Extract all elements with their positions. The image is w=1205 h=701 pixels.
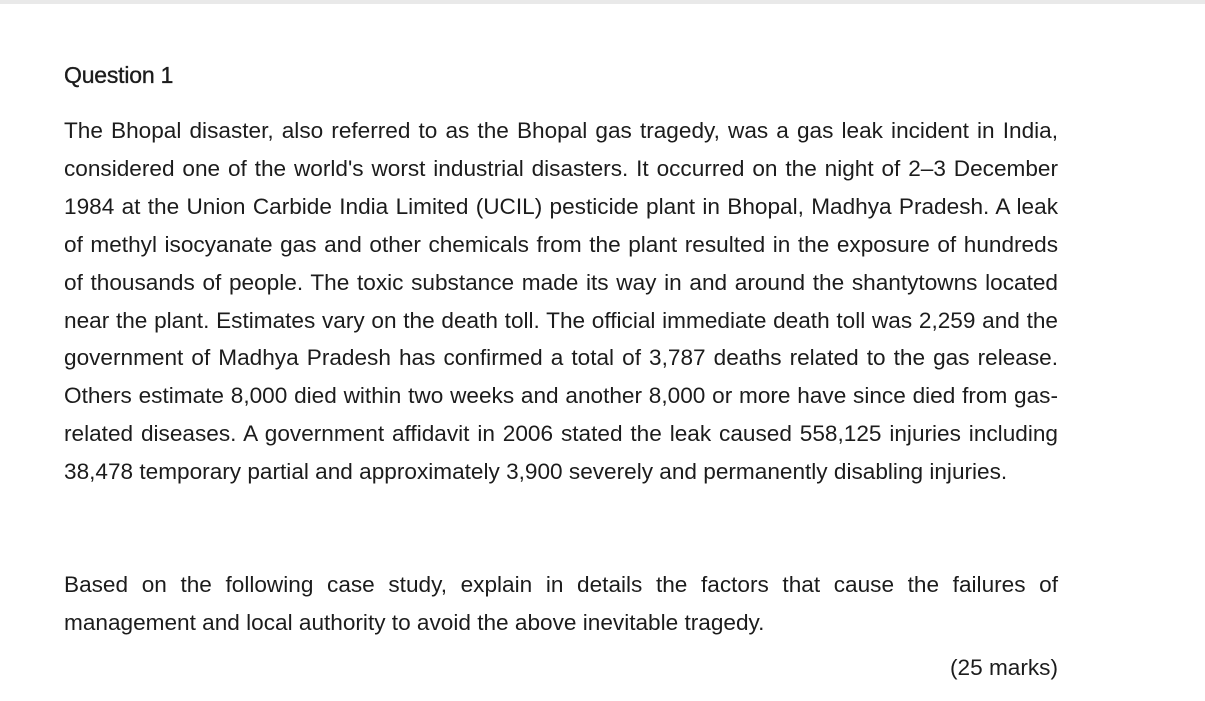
case-study-paragraph: The Bhopal disaster, also referred to as the Bhopal gas tragedy, was a gas leak incident in India, considered one of the world's worst industrial disasters. It occurred on the night of 2–3 December 1984 at the Union Carbide India Limited (UCIL) pesticide plant in Bhopal, Madhya Pradesh. A leak of methyl isocyanate gas and other chemicals from the plant resulted in the exposure of hundreds of thousands of people. The toxic substance made its way in and around the shantytowns located near the plant. Estimates vary on the death toll. The official immediate death toll was 2,259 and the government of Madhya Pradesh has confirmed a total of 3,787 deaths related to the gas release. Others estimate 8,000 died within two weeks and another 8,000 or more have since died from gas-related diseases. A government affidavit in 2006 stated the leak caused 558,125 injuries including 38,478 temporary partial and approximately 3,900 severely and permanently disabling injuries. [64,118,1058,485]
top-border-strip [0,0,1205,4]
task-paragraph: Based on the following case study, explain in details the factors that cause the failures of management and local authority to avoid the above inevitable tragedy. [64,572,1058,635]
question-page [64,58,1058,680]
question-title: Question 1 [64,62,174,88]
marks-label: (25 marks) [950,655,1058,680]
